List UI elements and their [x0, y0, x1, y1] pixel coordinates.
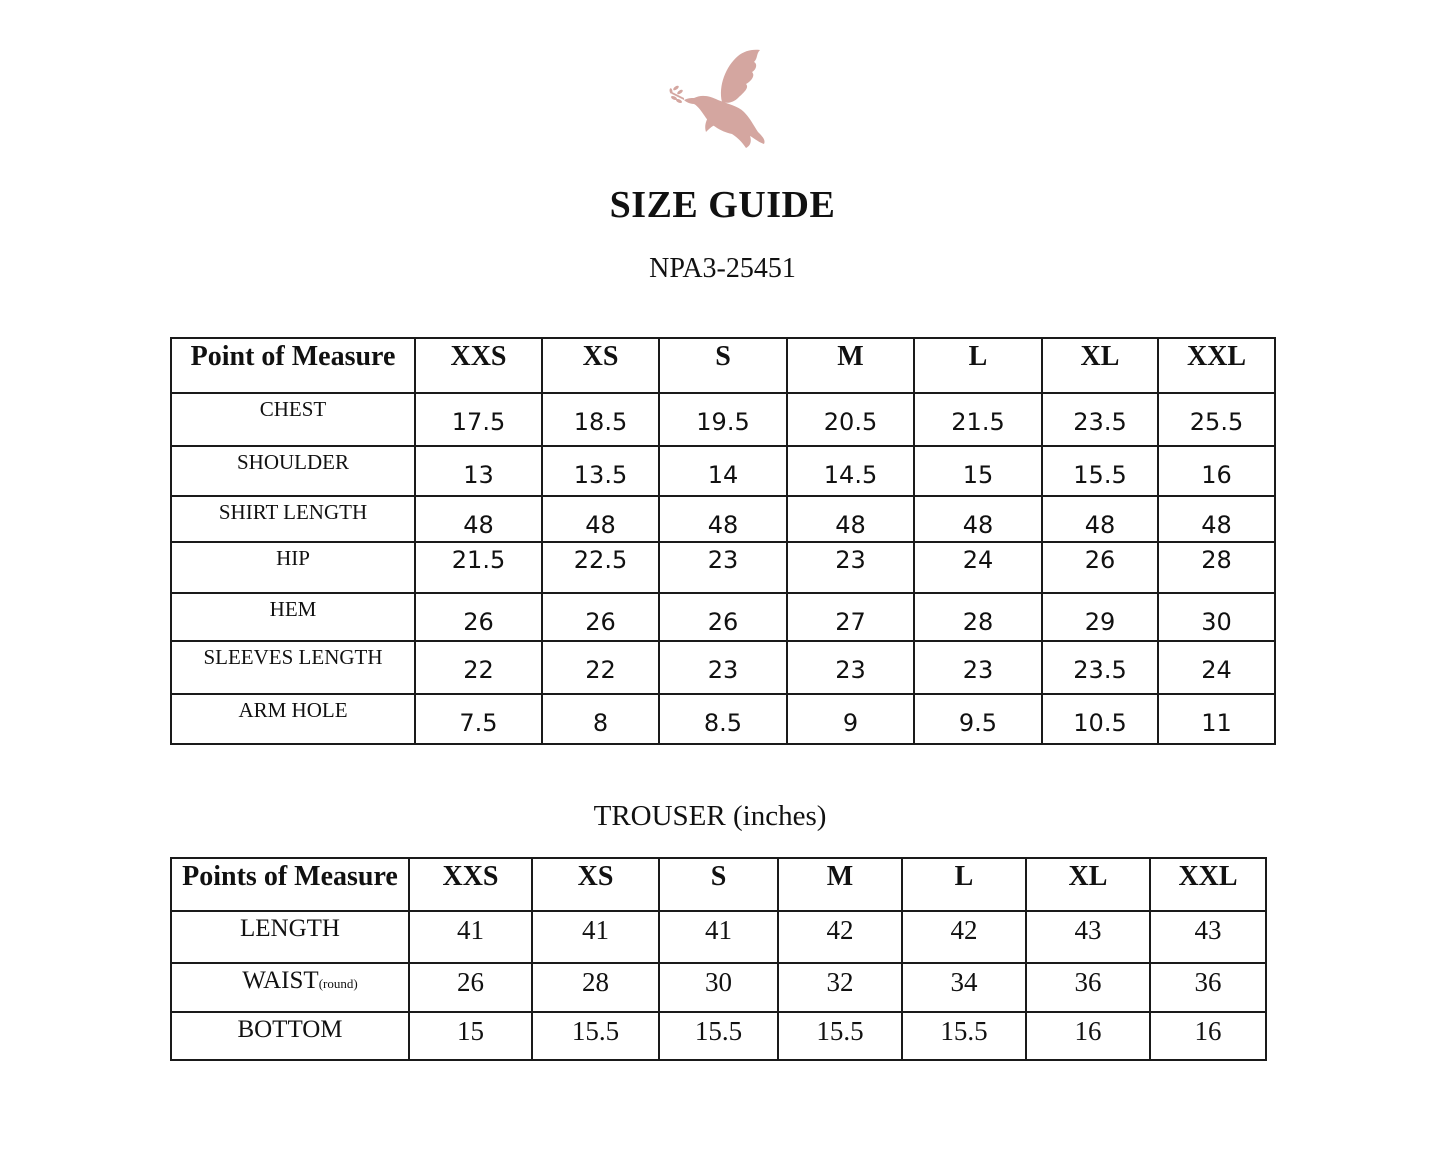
measure-value: 23.5: [1042, 393, 1158, 446]
header-size: M: [778, 858, 902, 911]
measure-value: 13.5: [542, 446, 659, 496]
measure-value: 14: [659, 446, 787, 496]
measure-value: 30: [659, 963, 778, 1012]
measure-value: 22: [415, 641, 542, 694]
measure-value: 13: [415, 446, 542, 496]
measure-value: 7.5: [415, 694, 542, 744]
measure-value: 8.5: [659, 694, 787, 744]
table-row: [171, 542, 1275, 593]
measure-value: 41: [409, 911, 532, 963]
header-size: S: [659, 338, 787, 393]
header-size: XXL: [1150, 858, 1266, 911]
table-row: [171, 496, 1275, 542]
measure-value: 43: [1026, 911, 1150, 963]
measure-value: 9.5: [914, 694, 1042, 744]
measure-value: 10.5: [1042, 694, 1158, 744]
measure-label: SLEEVES LENGTH: [171, 641, 415, 694]
measure-value: 36: [1150, 963, 1266, 1012]
measure-label: SHOULDER: [171, 446, 415, 496]
measure-value: 28: [532, 963, 659, 1012]
measure-value: 9: [787, 694, 914, 744]
header-size: XXS: [415, 338, 542, 393]
measure-value: 16: [1158, 446, 1275, 496]
header-size: XS: [542, 338, 659, 393]
measure-value: 28: [1158, 542, 1275, 593]
measure-value: 48: [914, 496, 1042, 542]
measure-value: 17.5: [415, 393, 542, 446]
measure-value: 48: [542, 496, 659, 542]
measure-label: ARM HOLE: [171, 694, 415, 744]
measure-value: 15.5: [1042, 446, 1158, 496]
measure-value: 41: [532, 911, 659, 963]
measure-label-suffix: (round): [318, 976, 358, 991]
measure-value: 23: [914, 641, 1042, 694]
header-size: XXL: [1158, 338, 1275, 393]
measure-label: CHEST: [171, 393, 415, 446]
measure-label: HIP: [171, 542, 415, 593]
header-size: XXS: [409, 858, 532, 911]
measure-value: 15: [914, 446, 1042, 496]
measure-value: 19.5: [659, 393, 787, 446]
measure-value: 16: [1150, 1012, 1266, 1060]
header-size: S: [659, 858, 778, 911]
measure-value: 32: [778, 963, 902, 1012]
measure-value: 16: [1026, 1012, 1150, 1060]
measure-value: 21.5: [415, 542, 542, 593]
measure-value: 14.5: [787, 446, 914, 496]
table-row: [171, 641, 1275, 694]
measure-value: 26: [409, 963, 532, 1012]
measure-value: 48: [415, 496, 542, 542]
shirt-size-table: [170, 337, 1276, 745]
table-row: [171, 1012, 1266, 1060]
measure-label-text: LENGTH: [240, 915, 340, 942]
table-header-row: [171, 338, 1275, 393]
measure-value: 26: [659, 593, 787, 641]
table-row: [171, 694, 1275, 744]
trouser-size-table: [170, 857, 1267, 1061]
measure-value: 15.5: [778, 1012, 902, 1060]
product-code: NPA3-25451: [649, 253, 796, 284]
header-size: M: [787, 338, 914, 393]
measure-value: 15.5: [532, 1012, 659, 1060]
measure-value: 8: [542, 694, 659, 744]
dove-logo-icon: [666, 40, 778, 155]
measure-value: 23: [659, 641, 787, 694]
measure-value: 22: [542, 641, 659, 694]
measure-label-text: BOTTOM: [237, 1016, 343, 1043]
measure-value: 23.5: [1042, 641, 1158, 694]
measure-value: 15: [409, 1012, 532, 1060]
measure-value: 28: [914, 593, 1042, 641]
measure-label: SHIRT LENGTH: [171, 496, 415, 542]
measure-value: 23: [787, 641, 914, 694]
measure-value: 24: [1158, 641, 1275, 694]
measure-value: 26: [1042, 542, 1158, 593]
measure-label: [171, 1012, 409, 1060]
measure-value: 34: [902, 963, 1026, 1012]
measure-value: 11: [1158, 694, 1275, 744]
table-row: [171, 963, 1266, 1012]
measure-label: [171, 911, 409, 963]
measure-label: HEM: [171, 593, 415, 641]
measure-value: 48: [1158, 496, 1275, 542]
measure-value: 21.5: [914, 393, 1042, 446]
header-size: XL: [1026, 858, 1150, 911]
header-size: XL: [1042, 338, 1158, 393]
measure-value: 36: [1026, 963, 1150, 1012]
measure-value: 25.5: [1158, 393, 1275, 446]
measure-value: 27: [787, 593, 914, 641]
measure-value: 23: [787, 542, 914, 593]
table-row: [171, 911, 1266, 963]
measure-value: 22.5: [542, 542, 659, 593]
header-size: L: [902, 858, 1026, 911]
measure-value: 24: [914, 542, 1042, 593]
header-points-of-measure: Points of Measure: [171, 858, 409, 911]
header-size: XS: [532, 858, 659, 911]
table-row: [171, 446, 1275, 496]
measure-value: 26: [415, 593, 542, 641]
measure-label-text: WAIST: [242, 967, 319, 994]
table-row: [171, 593, 1275, 641]
measure-value: 15.5: [659, 1012, 778, 1060]
measure-value: 29: [1042, 593, 1158, 641]
measure-value: 48: [659, 496, 787, 542]
measure-value: 30: [1158, 593, 1275, 641]
measure-value: 23: [659, 542, 787, 593]
measure-value: 15.5: [902, 1012, 1026, 1060]
measure-value: 48: [787, 496, 914, 542]
measure-value: 48: [1042, 496, 1158, 542]
page-title: SIZE GUIDE: [609, 184, 836, 226]
header-size: L: [914, 338, 1042, 393]
measure-value: 41: [659, 911, 778, 963]
measure-label: [171, 963, 409, 1012]
trouser-section-heading: TROUSER (inches): [593, 800, 827, 832]
measure-value: 18.5: [542, 393, 659, 446]
table-row: [171, 393, 1275, 446]
measure-value: 20.5: [787, 393, 914, 446]
measure-value: 42: [778, 911, 902, 963]
table-header-row: [171, 858, 1266, 911]
header-point-of-measure: Point of Measure: [171, 338, 415, 393]
measure-value: 42: [902, 911, 1026, 963]
measure-value: 43: [1150, 911, 1266, 963]
measure-value: 26: [542, 593, 659, 641]
